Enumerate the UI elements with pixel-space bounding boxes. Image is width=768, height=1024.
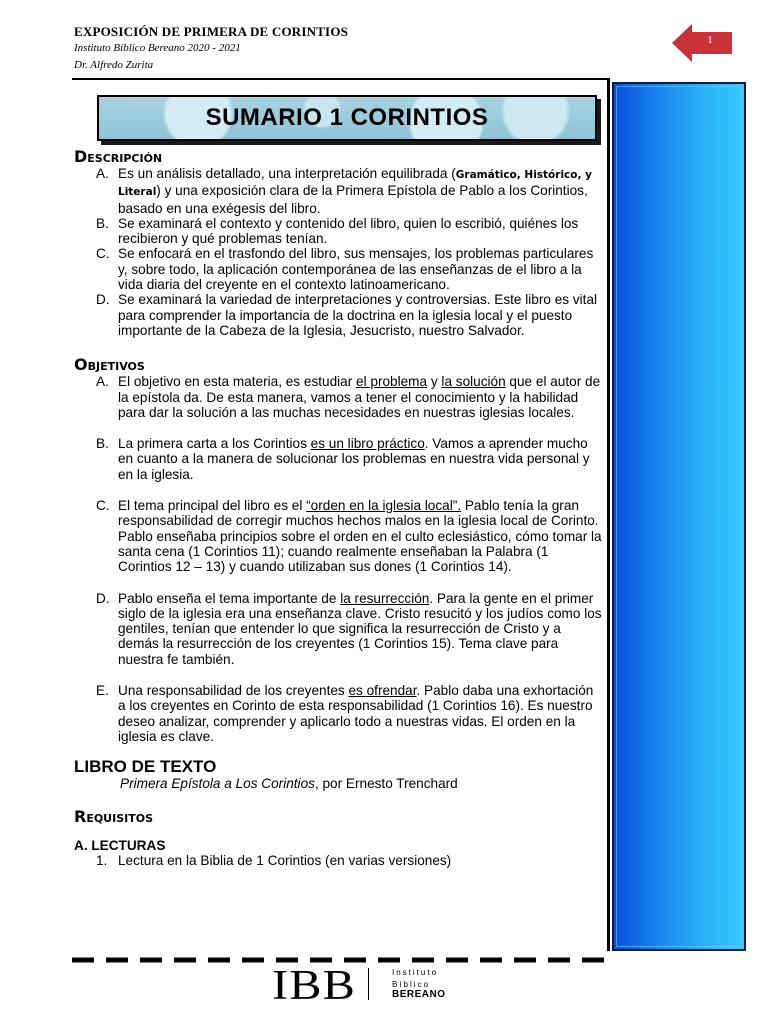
list-item [74,498,604,574]
logo-word-instituto: Instituto [392,968,439,977]
item-text: que el autor de la epístola da. De esta manera, vamos a tener el conocimiento y la habilidad para dar la solución a las muchas necesidades en nuestras iglesias locales. [118,374,601,420]
logo-separator [368,968,369,1000]
list-item [74,436,604,482]
descripcion-list [74,166,604,338]
subheading-lecturas: A. LECTURAS [74,837,166,853]
item-underline: el problema [356,374,428,390]
main-content [74,148,604,868]
item-label: D. [96,590,110,606]
item-text: y [427,374,442,390]
item-underline: “orden en la iglesia local”. [306,498,462,514]
item-text: El objetivo en esta materia, es estudiar [118,374,357,390]
list-item [74,216,604,247]
list-item [74,591,604,667]
section-heading-objetivos: Objetivos [74,355,145,375]
logo-word-biblico: Bíblico [392,980,431,989]
textbook-line [74,776,604,791]
item-text: Es un análisis detallado, una interpretación equilibrada ( [118,166,456,181]
item-label: C. [96,498,110,514]
vertical-rule [607,78,610,951]
decorative-sidebar [612,82,746,951]
title-banner [97,95,597,141]
page-number: 1 [707,34,713,46]
item-underline: es ofrendar [348,683,417,699]
item-text: . Vamos a aprender mucho en cuanto a la manera de solucionar los problemas en nuestra vida personal y en la iglesia. [118,436,590,482]
item-text: Una responsabilidad de los creyentes [118,683,349,699]
objetivos-list [74,374,604,744]
list-item [74,292,604,338]
item-text: Lectura en la Biblia de 1 Corintios (en varias versiones) [118,852,452,868]
list-item [74,246,604,292]
list-item [74,374,604,420]
list-item [74,683,604,744]
item-label: A. [96,374,109,390]
item-underline: es un libro práctico [310,436,425,452]
item-text-bold: Gramático, Histórico, y Literal [118,169,592,199]
section-heading-descripcion: Descripción [74,147,163,166]
list-item [74,853,604,868]
item-text: Se enfocará en el trasfondo del libro, sus mensajes, los problemas particulares y, sobre todo, la aplicación contemporánea de las enseñanzas de el libro a la vida diaria del creyente en el contexto latinoamericano. [118,246,594,293]
textbook-author: , por Ernesto Trenchard [314,776,458,792]
header-rule [72,78,610,80]
item-text: . Para la gente en el primer siglo de la iglesia era una enseñanza clave. Cristo resucitó y los judíos como los gentiles, tenían que entender lo que significa la resurrección de Cristo y a demás la resurrección de los creyentes (1 Corintios 15). Tema clave para nuestra fe también. [118,590,602,667]
logo-word-bereano: BEREANO [392,989,446,1000]
textbook-title: Primera Epístola a Los Corintios [120,776,315,792]
institute-line: Instituto Bíblico Bereano 2020 - 2021 [74,42,241,54]
item-text: ) y una exposición clara de la Primera Epístola de Pablo a los Corintios, basado en una exégesis del libro. [118,183,588,216]
item-text: Se examinará el contexto y contenido del libro, quien lo escribió, quiénes los recibieron y qué problemas tenían. [118,215,579,247]
item-label: B. [96,436,109,452]
item-text: Pablo tenía la gran responsabilidad de corregir muchos hechos malos en la iglesia local de Corinto. Pablo enseñaba principios sobre el orden en el culto eclesiástico, cómo tomar la santa cena (1 Corintios 11); cuando realmente enseñaban la Palabra (1 Corintios 12 – 13) y cuando utilizaban sus dones (1 Corintios 14). [118,498,602,575]
banner-title: SUMARIO 1 CORINTIOS [205,104,489,131]
list-item [74,166,604,216]
document-title: EXPOSICIÓN DE PRIMERA DE CORINTIOS [74,24,349,39]
item-label: 1. [96,852,108,868]
item-underline: la solución [441,374,506,390]
section-heading-requisitos: Requisitos [74,806,154,826]
section-heading-libro: LIBRO DE TEXTO [74,757,217,777]
ibb-logo: IBB [272,963,356,1009]
item-text: Pablo enseña el tema importante de [118,590,341,606]
item-label: E. [96,683,109,699]
item-text: Se examinará la variedad de interpretaciones y controversias. Este libro es vital para comprender la importancia de la doctrina en la iglesia local y el puesto importante de la Cabeza de la Iglesia, Jesucristo, nuestro Salvador. [118,292,598,338]
item-label: D. [96,292,110,308]
item-text: El tema principal del libro es el [118,498,307,514]
lecturas-list [74,853,604,868]
author-line: Dr. Alfredo Zurita [74,59,154,71]
item-label: A. [96,166,109,181]
item-label: B. [96,215,109,231]
item-underline: la resurrección [340,590,430,606]
item-label: C. [96,246,110,262]
item-text: . Pablo daba una exhortación a los creyentes en Corinto de esta responsabilidad (1 Corintios 16). Es nuestro deseo analizar, comprender y aplicarlo todo a nuestras vidas. El orden en la iglesia es clave. [118,683,594,744]
item-text: La primera carta a los Corintios [118,436,311,452]
